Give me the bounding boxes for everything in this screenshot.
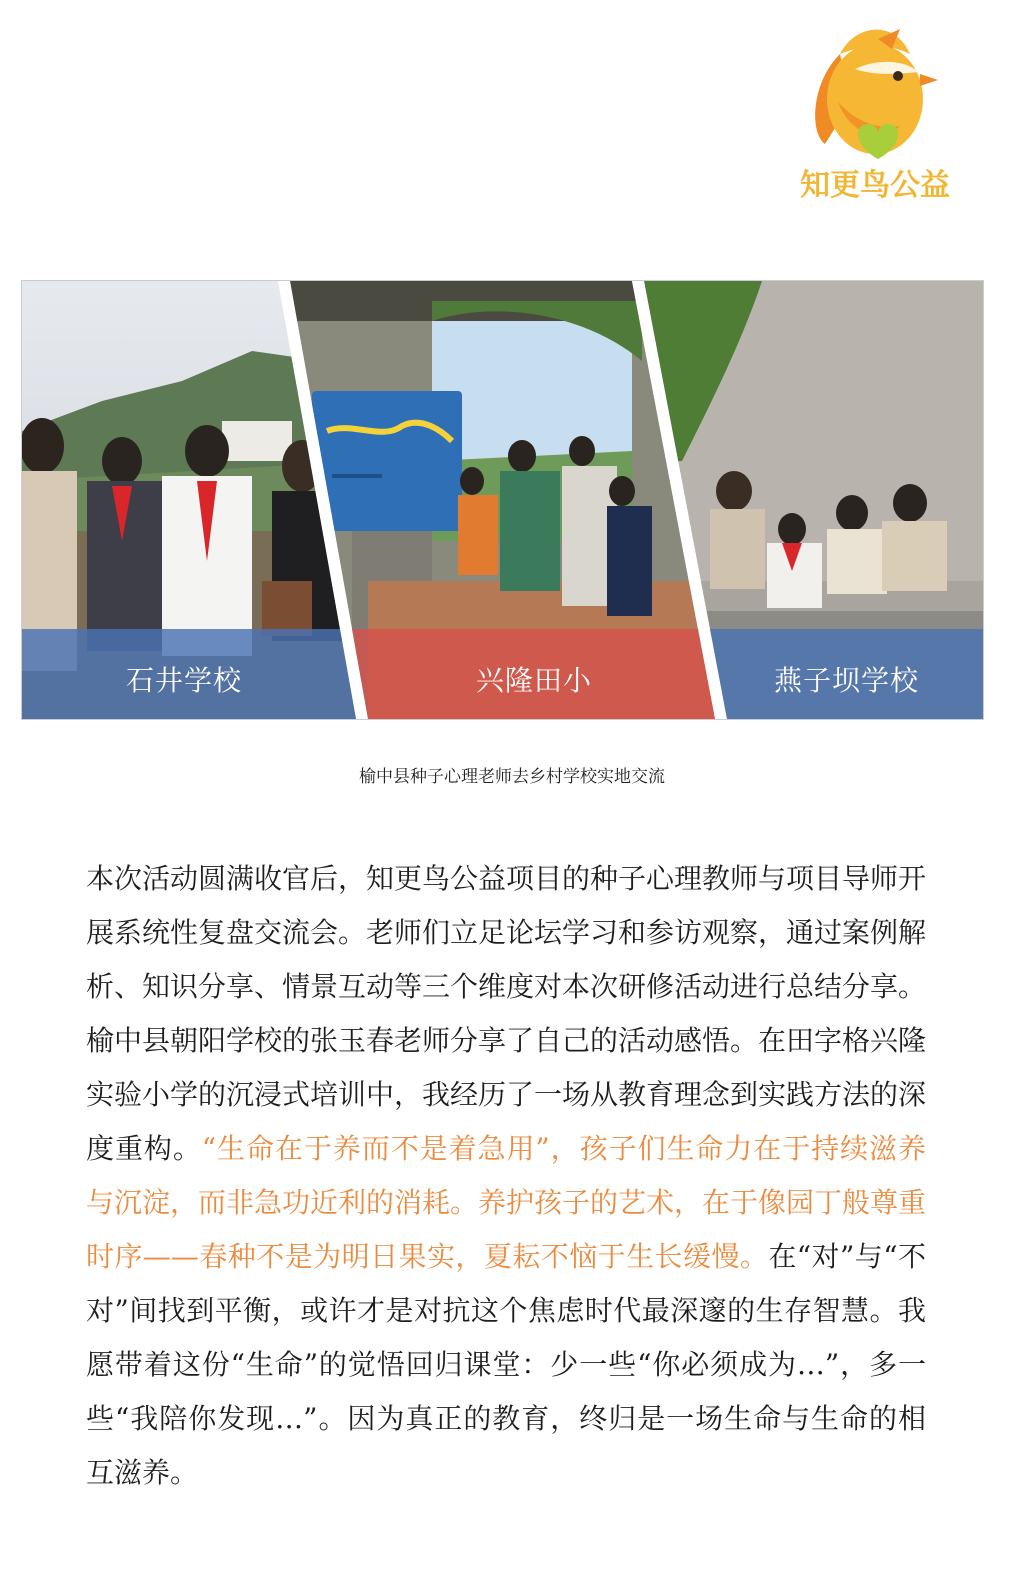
paragraph-2-intro: 榆中县朝阳学校的张玉春老师分享了自己的活动感悟。在田字格兴隆实验小学的沉浸式培训中，我经历了一场从教育理念到实践方法的深度重构。	[86, 1024, 927, 1165]
photo-shijing-school	[22, 281, 983, 719]
highlight-quote: “生命在于养而不是着急用”，孩子们生命力在于持续滋养与沉淀，而非急功近利的消耗。养护孩子的艺术，在于像园丁般尊重时序——春种不是为明日果实，夏耘不恼于生长缓慢。	[86, 1132, 927, 1273]
photo-label-shijing: 石井学校	[126, 664, 243, 697]
photo-label-yanziba: 燕子坝学校	[774, 664, 920, 697]
photo-label-xinglong: 兴隆田小	[476, 664, 593, 697]
paragraph-2	[86, 1014, 926, 1500]
photo-caption: 榆中县种子心理老师去乡村学校实地交流	[359, 767, 665, 787]
photo-strip	[21, 280, 984, 720]
logo-text: 知更鸟公益	[800, 168, 950, 203]
article-body	[86, 852, 926, 1500]
paragraph-1: 本次活动圆满收官后，知更鸟公益项目的种子心理教师与项目导师开展系统性复盘交流会。老师们立足论坛学习和参访观察，通过案例解析、知识分享、情景互动等三个维度对本次研修活动进行总结分享。	[86, 862, 927, 1003]
paragraph-2-conclusion: 在“对”与“不对”间找到平衡，或许才是对抗这个焦虑时代最深邃的生存智慧。我愿带着这份“生命”的觉悟回归课堂：少一些“你必须成为…”，多一些“我陪你发现…”。因为真正的教育，终归是一场生命与生命的相互滋养。	[86, 1240, 926, 1489]
